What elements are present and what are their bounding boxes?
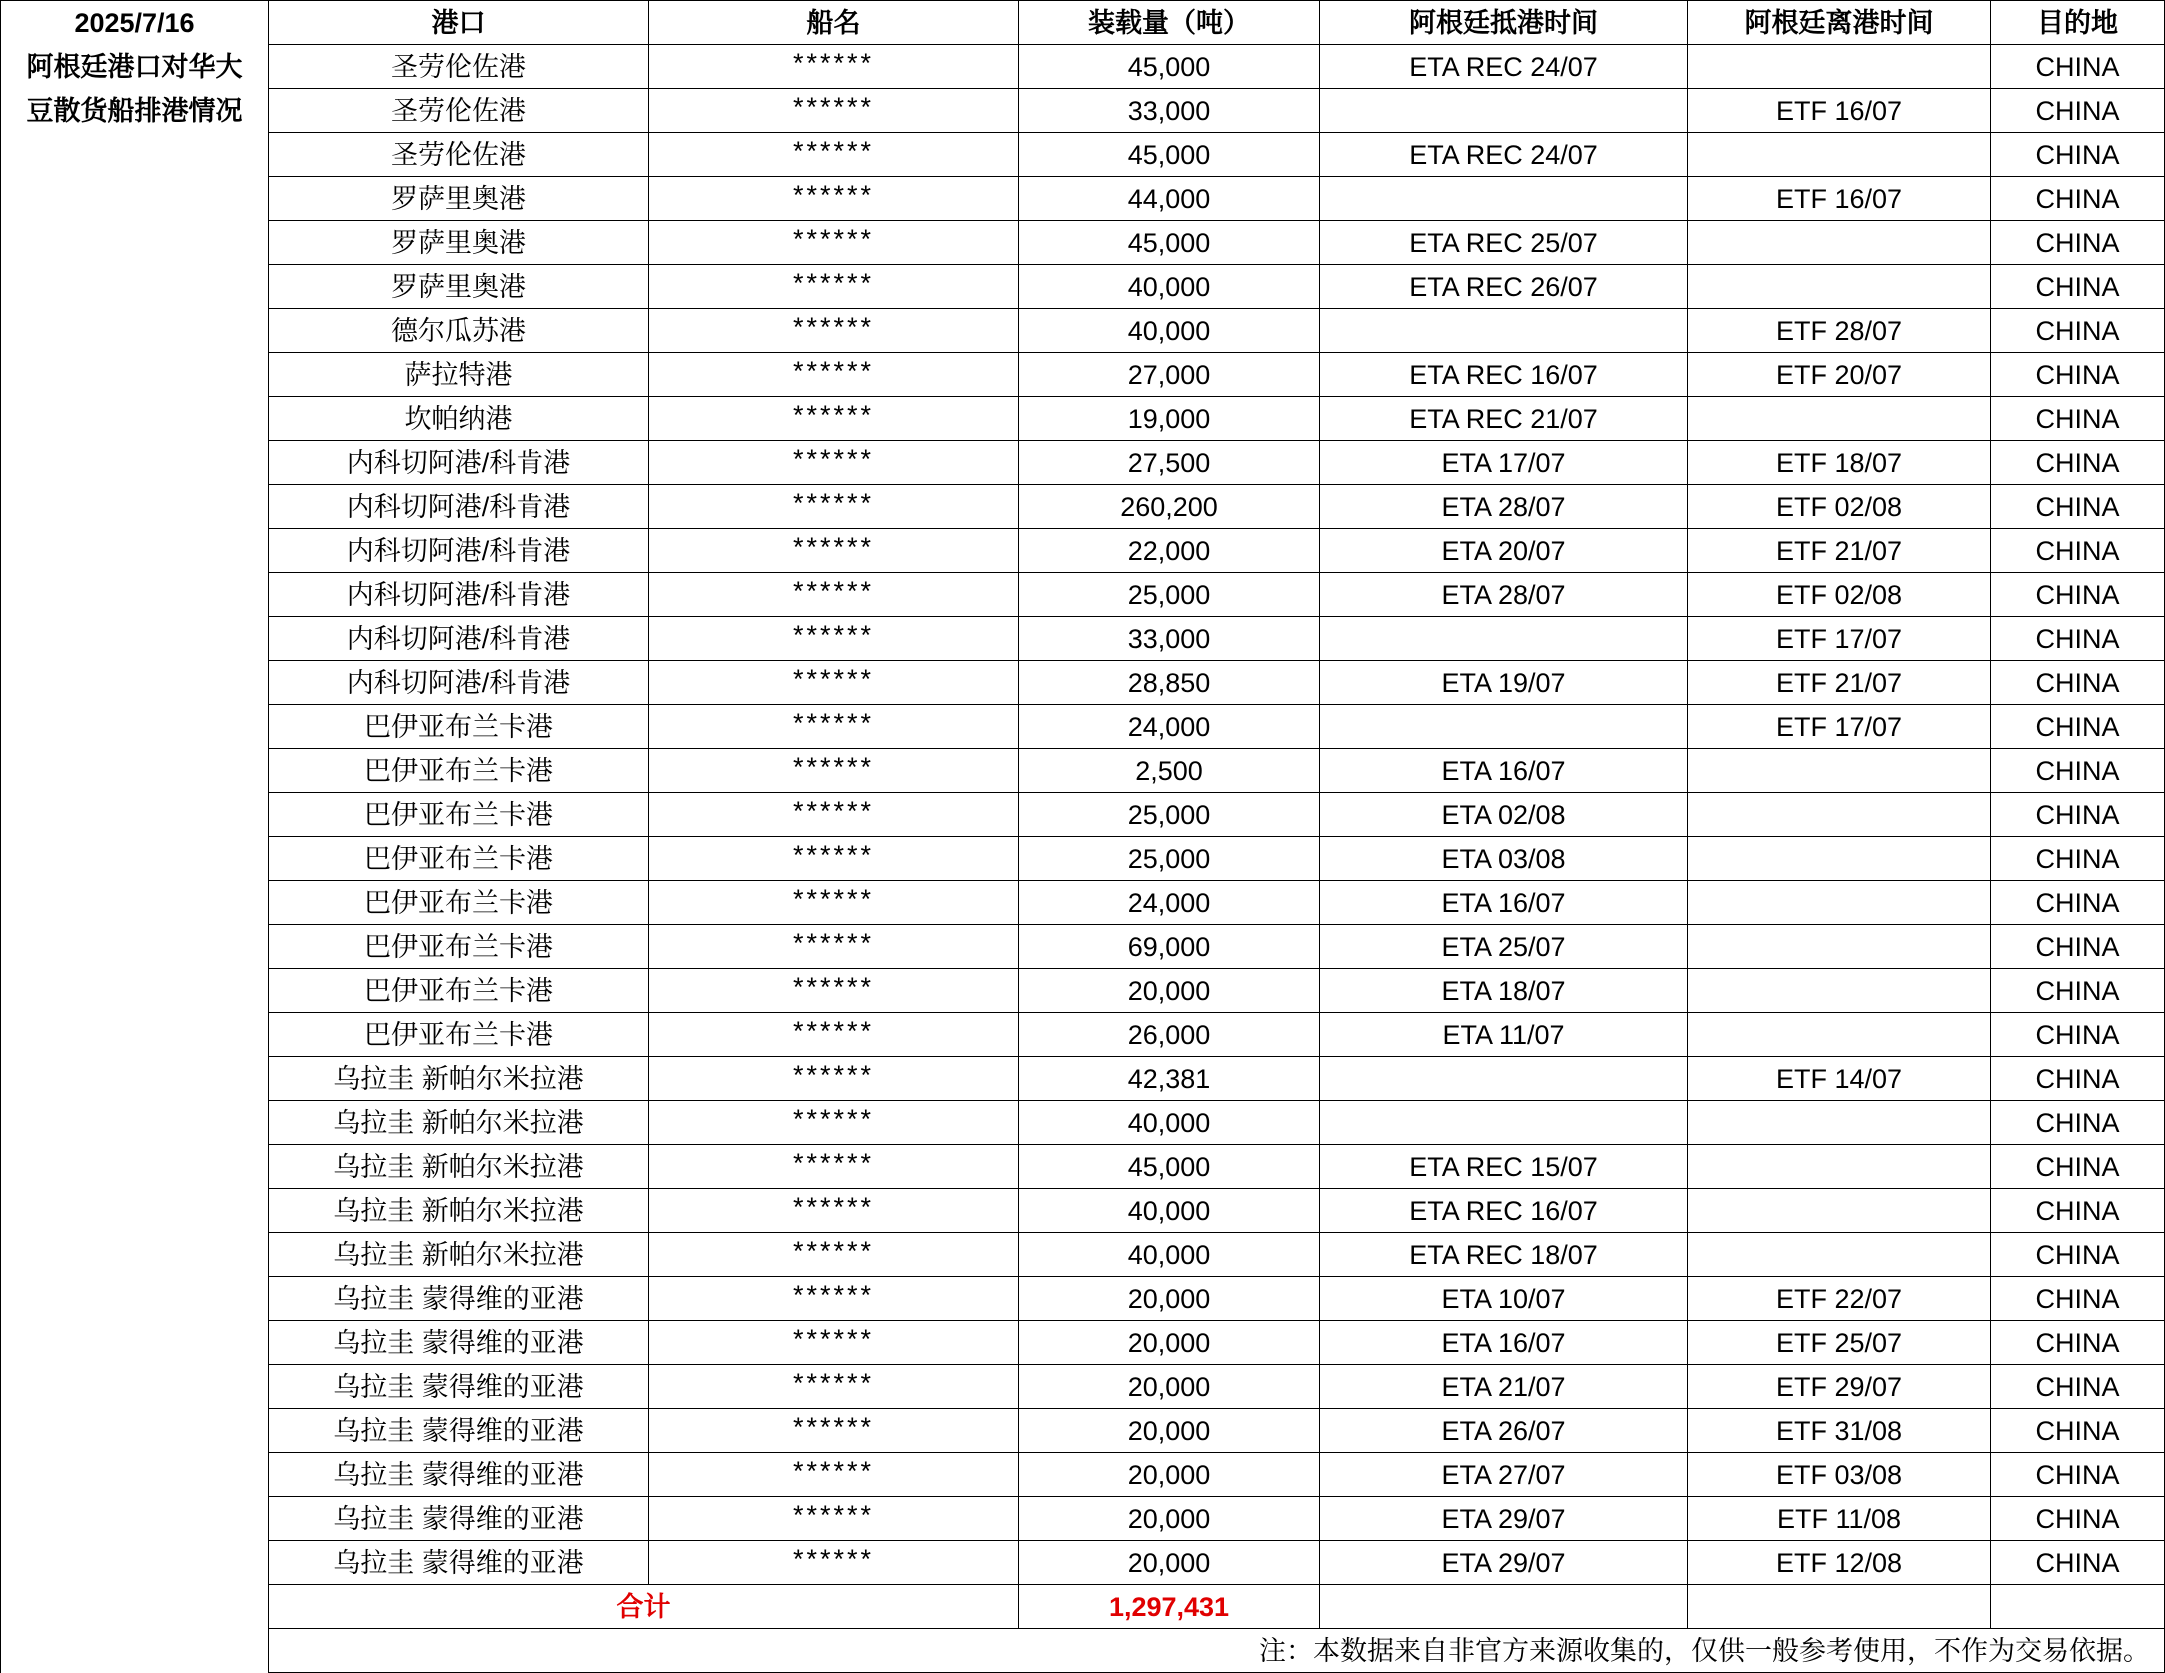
table-row	[269, 661, 2165, 705]
port-cell: 巴伊亚布兰卡港	[269, 705, 649, 749]
total-row	[269, 1585, 2165, 1629]
departure-time-cell: ETF 28/07	[1688, 309, 1991, 353]
disclaimer-note: 注：本数据来自非官方来源收集的，仅供一般参考使用，不作为交易依据。	[269, 1629, 2165, 1673]
ship-name-cell: ******	[649, 1101, 1019, 1145]
destination-cell: CHINA	[1991, 661, 2165, 705]
arrival-time-cell: ETA REC 21/07	[1320, 397, 1688, 441]
ship-name-cell: ******	[649, 1189, 1019, 1233]
total-empty-cell	[1688, 1585, 1991, 1629]
port-cell: 内科切阿港/科肯港	[269, 441, 649, 485]
table-row	[269, 881, 2165, 925]
arrival-time-cell: ETA 16/07	[1320, 881, 1688, 925]
ship-name-cell: ******	[649, 441, 1019, 485]
arrival-time-cell: ETA 18/07	[1320, 969, 1688, 1013]
departure-time-cell	[1688, 265, 1991, 309]
destination-cell: CHINA	[1991, 1057, 2165, 1101]
table-row	[269, 1365, 2165, 1409]
departure-time-cell	[1688, 1233, 1991, 1277]
departure-time-cell	[1688, 881, 1991, 925]
ship-name-cell: ******	[649, 177, 1019, 221]
destination-cell: CHINA	[1991, 969, 2165, 1013]
load-cell: 33,000	[1019, 617, 1320, 661]
destination-cell: CHINA	[1991, 1409, 2165, 1453]
ship-name-cell: ******	[649, 749, 1019, 793]
table-row	[269, 353, 2165, 397]
table-row	[269, 177, 2165, 221]
table-row	[269, 705, 2165, 749]
departure-time-cell	[1688, 1189, 1991, 1233]
port-cell: 乌拉圭 蒙得维的亚港	[269, 1453, 649, 1497]
load-cell: 20,000	[1019, 1365, 1320, 1409]
port-cell: 乌拉圭 蒙得维的亚港	[269, 1541, 649, 1585]
load-cell: 42,381	[1019, 1057, 1320, 1101]
table-row	[269, 1277, 2165, 1321]
departure-time-cell	[1688, 45, 1991, 89]
departure-time-cell: ETF 25/07	[1688, 1321, 1991, 1365]
arrival-time-cell: ETA 28/07	[1320, 485, 1688, 529]
arrival-time-cell: ETA 03/08	[1320, 837, 1688, 881]
ship-name-cell: ******	[649, 529, 1019, 573]
arrival-time-cell: ETA REC 26/07	[1320, 265, 1688, 309]
table-row	[269, 837, 2165, 881]
ship-name-cell: ******	[649, 45, 1019, 89]
load-cell: 22,000	[1019, 529, 1320, 573]
ship-name-cell: ******	[649, 661, 1019, 705]
arrival-time-cell: ETA REC 15/07	[1320, 1145, 1688, 1189]
load-cell: 20,000	[1019, 1453, 1320, 1497]
ship-name-cell: ******	[649, 925, 1019, 969]
table-row	[269, 485, 2165, 529]
table-body	[269, 45, 2165, 1585]
arrival-time-cell: ETA 16/07	[1320, 749, 1688, 793]
load-cell: 45,000	[1019, 45, 1320, 89]
port-cell: 乌拉圭 新帕尔米拉港	[269, 1101, 649, 1145]
title-column	[0, 0, 268, 1673]
port-cell: 内科切阿港/科肯港	[269, 617, 649, 661]
ship-name-cell: ******	[649, 1497, 1019, 1541]
destination-cell: CHINA	[1991, 705, 2165, 749]
departure-time-cell: ETF 21/07	[1688, 529, 1991, 573]
load-cell: 24,000	[1019, 881, 1320, 925]
arrival-time-cell: ETA 29/07	[1320, 1541, 1688, 1585]
departure-time-cell: ETF 17/07	[1688, 705, 1991, 749]
ship-name-cell: ******	[649, 1453, 1019, 1497]
departure-time-cell	[1688, 749, 1991, 793]
destination-cell: CHINA	[1991, 1013, 2165, 1057]
arrival-time-cell	[1320, 177, 1688, 221]
port-cell: 巴伊亚布兰卡港	[269, 837, 649, 881]
ship-name-cell: ******	[649, 617, 1019, 661]
load-cell: 25,000	[1019, 573, 1320, 617]
destination-cell: CHINA	[1991, 441, 2165, 485]
ship-name-cell: ******	[649, 309, 1019, 353]
departure-time-cell: ETF 02/08	[1688, 485, 1991, 529]
destination-cell: CHINA	[1991, 89, 2165, 133]
port-cell: 乌拉圭 新帕尔米拉港	[269, 1057, 649, 1101]
departure-time-cell	[1688, 1013, 1991, 1057]
table-row	[269, 529, 2165, 573]
arrival-time-cell: ETA 17/07	[1320, 441, 1688, 485]
ship-name-cell: ******	[649, 485, 1019, 529]
port-cell: 乌拉圭 蒙得维的亚港	[269, 1277, 649, 1321]
load-cell: 260,200	[1019, 485, 1320, 529]
arrival-time-cell	[1320, 89, 1688, 133]
ship-name-cell: ******	[649, 221, 1019, 265]
arrival-time-cell: ETA 11/07	[1320, 1013, 1688, 1057]
ship-name-cell: ******	[649, 1409, 1019, 1453]
destination-cell: CHINA	[1991, 1321, 2165, 1365]
arrival-time-cell: ETA 28/07	[1320, 573, 1688, 617]
ship-name-cell: ******	[649, 1057, 1019, 1101]
load-cell: 45,000	[1019, 133, 1320, 177]
destination-cell: CHINA	[1991, 573, 2165, 617]
total-empty-cell	[1320, 1585, 1688, 1629]
departure-time-cell	[1688, 133, 1991, 177]
header-ship-name: 船名	[649, 1, 1019, 45]
ship-name-cell: ******	[649, 1321, 1019, 1365]
table-row	[269, 45, 2165, 89]
destination-cell: CHINA	[1991, 397, 2165, 441]
destination-cell: CHINA	[1991, 485, 2165, 529]
departure-time-cell	[1688, 1101, 1991, 1145]
load-cell: 2,500	[1019, 749, 1320, 793]
arrival-time-cell	[1320, 1057, 1688, 1101]
destination-cell: CHINA	[1991, 1365, 2165, 1409]
load-cell: 33,000	[1019, 89, 1320, 133]
load-cell: 25,000	[1019, 837, 1320, 881]
departure-time-cell: ETF 14/07	[1688, 1057, 1991, 1101]
load-cell: 27,500	[1019, 441, 1320, 485]
load-cell: 20,000	[1019, 1321, 1320, 1365]
table-row	[269, 1101, 2165, 1145]
departure-time-cell: ETF 17/07	[1688, 617, 1991, 661]
departure-time-cell	[1688, 837, 1991, 881]
arrival-time-cell: ETA REC 16/07	[1320, 1189, 1688, 1233]
port-cell: 圣劳伦佐港	[269, 133, 649, 177]
table-row	[269, 1541, 2165, 1585]
load-cell: 19,000	[1019, 397, 1320, 441]
table-row	[269, 969, 2165, 1013]
table-row	[269, 1497, 2165, 1541]
table-row	[269, 1321, 2165, 1365]
port-cell: 罗萨里奥港	[269, 221, 649, 265]
arrival-time-cell: ETA 16/07	[1320, 1321, 1688, 1365]
port-cell: 乌拉圭 新帕尔米拉港	[269, 1145, 649, 1189]
port-cell: 内科切阿港/科肯港	[269, 661, 649, 705]
destination-cell: CHINA	[1991, 837, 2165, 881]
port-cell: 坎帕纳港	[269, 397, 649, 441]
destination-cell: CHINA	[1991, 177, 2165, 221]
table-row	[269, 265, 2165, 309]
port-cell: 罗萨里奥港	[269, 265, 649, 309]
port-cell: 德尔瓜苏港	[269, 309, 649, 353]
ship-name-cell: ******	[649, 1013, 1019, 1057]
table-row	[269, 1409, 2165, 1453]
departure-time-cell: ETF 29/07	[1688, 1365, 1991, 1409]
schedule-table-wrap	[268, 0, 2164, 1673]
table-row	[269, 617, 2165, 661]
port-cell: 乌拉圭 蒙得维的亚港	[269, 1365, 649, 1409]
load-cell: 45,000	[1019, 1145, 1320, 1189]
port-cell: 乌拉圭 新帕尔米拉港	[269, 1189, 649, 1233]
port-cell: 巴伊亚布兰卡港	[269, 881, 649, 925]
departure-time-cell	[1688, 1145, 1991, 1189]
table-row	[269, 793, 2165, 837]
arrival-time-cell: ETA 02/08	[1320, 793, 1688, 837]
destination-cell: CHINA	[1991, 1497, 2165, 1541]
destination-cell: CHINA	[1991, 45, 2165, 89]
table-row	[269, 397, 2165, 441]
departure-time-cell: ETF 12/08	[1688, 1541, 1991, 1585]
port-cell: 巴伊亚布兰卡港	[269, 749, 649, 793]
departure-time-cell: ETF 16/07	[1688, 89, 1991, 133]
load-cell: 20,000	[1019, 1409, 1320, 1453]
port-cell: 巴伊亚布兰卡港	[269, 969, 649, 1013]
destination-cell: CHINA	[1991, 617, 2165, 661]
arrival-time-cell: ETA 29/07	[1320, 1497, 1688, 1541]
departure-time-cell	[1688, 397, 1991, 441]
port-cell: 圣劳伦佐港	[269, 89, 649, 133]
table-row	[269, 1057, 2165, 1101]
load-cell: 20,000	[1019, 1497, 1320, 1541]
departure-time-cell: ETF 18/07	[1688, 441, 1991, 485]
ship-name-cell: ******	[649, 1277, 1019, 1321]
ship-name-cell: ******	[649, 573, 1019, 617]
shipping-schedule-table	[268, 0, 2165, 1673]
table-row	[269, 89, 2165, 133]
destination-cell: CHINA	[1991, 221, 2165, 265]
port-cell: 乌拉圭 蒙得维的亚港	[269, 1497, 649, 1541]
port-cell: 萨拉特港	[269, 353, 649, 397]
departure-time-cell	[1688, 221, 1991, 265]
port-cell: 罗萨里奥港	[269, 177, 649, 221]
load-cell: 24,000	[1019, 705, 1320, 749]
ship-name-cell: ******	[649, 793, 1019, 837]
port-cell: 内科切阿港/科肯港	[269, 529, 649, 573]
report-title-line-1: 阿根廷港口对华大	[26, 52, 243, 82]
header-row	[269, 1, 2165, 45]
destination-cell: CHINA	[1991, 925, 2165, 969]
ship-name-cell: ******	[649, 397, 1019, 441]
departure-time-cell: ETF 22/07	[1688, 1277, 1991, 1321]
destination-cell: CHINA	[1991, 793, 2165, 837]
ship-name-cell: ******	[649, 969, 1019, 1013]
report-date: 2025/7/16	[74, 8, 195, 38]
departure-time-cell	[1688, 925, 1991, 969]
destination-cell: CHINA	[1991, 1233, 2165, 1277]
ship-name-cell: ******	[649, 837, 1019, 881]
port-cell: 乌拉圭 蒙得维的亚港	[269, 1321, 649, 1365]
departure-time-cell: ETF 11/08	[1688, 1497, 1991, 1541]
arrival-time-cell: ETA 26/07	[1320, 1409, 1688, 1453]
departure-time-cell: ETF 21/07	[1688, 661, 1991, 705]
arrival-time-cell: ETA 21/07	[1320, 1365, 1688, 1409]
ship-name-cell: ******	[649, 1233, 1019, 1277]
departure-time-cell: ETF 31/08	[1688, 1409, 1991, 1453]
arrival-time-cell: ETA REC 24/07	[1320, 133, 1688, 177]
arrival-time-cell: ETA 19/07	[1320, 661, 1688, 705]
port-cell: 乌拉圭 新帕尔米拉港	[269, 1233, 649, 1277]
port-cell: 巴伊亚布兰卡港	[269, 793, 649, 837]
load-cell: 40,000	[1019, 309, 1320, 353]
destination-cell: CHINA	[1991, 1101, 2165, 1145]
table-row	[269, 1145, 2165, 1189]
ship-name-cell: ******	[649, 1145, 1019, 1189]
total-empty-cell	[1991, 1585, 2165, 1629]
arrival-time-cell	[1320, 705, 1688, 749]
arrival-time-cell: ETA 10/07	[1320, 1277, 1688, 1321]
header-destination: 目的地	[1991, 1, 2165, 45]
departure-time-cell: ETF 03/08	[1688, 1453, 1991, 1497]
load-cell: 40,000	[1019, 1101, 1320, 1145]
destination-cell: CHINA	[1991, 1277, 2165, 1321]
arrival-time-cell: ETA REC 18/07	[1320, 1233, 1688, 1277]
arrival-time-cell	[1320, 309, 1688, 353]
note-row	[269, 1629, 2165, 1673]
table-row	[269, 573, 2165, 617]
table-row	[269, 1013, 2165, 1057]
load-cell: 40,000	[1019, 1189, 1320, 1233]
arrival-time-cell: ETA 27/07	[1320, 1453, 1688, 1497]
report-title-line-2: 豆散货船排港情况	[26, 96, 243, 126]
arrival-time-cell: ETA REC 25/07	[1320, 221, 1688, 265]
ship-name-cell: ******	[649, 705, 1019, 749]
load-cell: 20,000	[1019, 969, 1320, 1013]
departure-time-cell	[1688, 969, 1991, 1013]
destination-cell: CHINA	[1991, 265, 2165, 309]
load-cell: 44,000	[1019, 177, 1320, 221]
departure-time-cell: ETF 20/07	[1688, 353, 1991, 397]
ship-name-cell: ******	[649, 133, 1019, 177]
destination-cell: CHINA	[1991, 1541, 2165, 1585]
table-row	[269, 1189, 2165, 1233]
destination-cell: CHINA	[1991, 529, 2165, 573]
departure-time-cell: ETF 16/07	[1688, 177, 1991, 221]
port-cell: 内科切阿港/科肯港	[269, 573, 649, 617]
arrival-time-cell	[1320, 1101, 1688, 1145]
port-cell: 巴伊亚布兰卡港	[269, 925, 649, 969]
arrival-time-cell: ETA 25/07	[1320, 925, 1688, 969]
header-port: 港口	[269, 1, 649, 45]
port-cell: 内科切阿港/科肯港	[269, 485, 649, 529]
departure-time-cell	[1688, 793, 1991, 837]
total-load: 1,297,431	[1019, 1585, 1320, 1629]
load-cell: 69,000	[1019, 925, 1320, 969]
ship-name-cell: ******	[649, 1541, 1019, 1585]
table-row	[269, 133, 2165, 177]
port-cell: 圣劳伦佐港	[269, 45, 649, 89]
arrival-time-cell: ETA REC 24/07	[1320, 45, 1688, 89]
load-cell: 25,000	[1019, 793, 1320, 837]
ship-name-cell: ******	[649, 89, 1019, 133]
table-footer	[269, 1585, 2165, 1673]
load-cell: 40,000	[1019, 1233, 1320, 1277]
ship-name-cell: ******	[649, 1365, 1019, 1409]
arrival-time-cell: ETA REC 16/07	[1320, 353, 1688, 397]
header-departure-time: 阿根廷离港时间	[1688, 1, 1991, 45]
departure-time-cell: ETF 02/08	[1688, 573, 1991, 617]
destination-cell: CHINA	[1991, 1145, 2165, 1189]
destination-cell: CHINA	[1991, 1189, 2165, 1233]
ship-name-cell: ******	[649, 881, 1019, 925]
port-cell: 巴伊亚布兰卡港	[269, 1013, 649, 1057]
destination-cell: CHINA	[1991, 309, 2165, 353]
table-row	[269, 925, 2165, 969]
destination-cell: CHINA	[1991, 1453, 2165, 1497]
table-row	[269, 309, 2165, 353]
table-row	[269, 441, 2165, 485]
table-row	[269, 749, 2165, 793]
header-arrival-time: 阿根廷抵港时间	[1320, 1, 1688, 45]
load-cell: 27,000	[1019, 353, 1320, 397]
load-cell: 40,000	[1019, 265, 1320, 309]
destination-cell: CHINA	[1991, 881, 2165, 925]
table-row	[269, 221, 2165, 265]
load-cell: 20,000	[1019, 1541, 1320, 1585]
destination-cell: CHINA	[1991, 749, 2165, 793]
arrival-time-cell: ETA 20/07	[1320, 529, 1688, 573]
port-cell: 乌拉圭 蒙得维的亚港	[269, 1409, 649, 1453]
arrival-time-cell	[1320, 617, 1688, 661]
destination-cell: CHINA	[1991, 133, 2165, 177]
header-load: 装载量（吨）	[1019, 1, 1320, 45]
destination-cell: CHINA	[1991, 353, 2165, 397]
table-row	[269, 1453, 2165, 1497]
load-cell: 28,850	[1019, 661, 1320, 705]
load-cell: 45,000	[1019, 221, 1320, 265]
load-cell: 26,000	[1019, 1013, 1320, 1057]
total-label: 合计	[269, 1585, 1019, 1629]
load-cell: 20,000	[1019, 1277, 1320, 1321]
ship-name-cell: ******	[649, 353, 1019, 397]
ship-name-cell: ******	[649, 265, 1019, 309]
table-row	[269, 1233, 2165, 1277]
